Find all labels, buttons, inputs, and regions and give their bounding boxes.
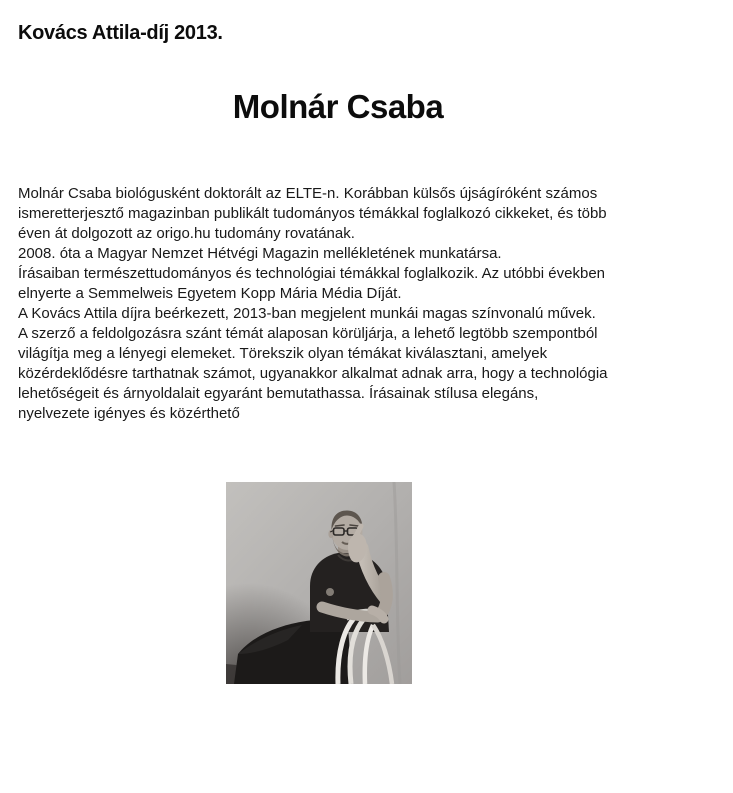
bio-line: Molnár Csaba biológusként doktorált az ELTE-n. Korábban külsős újságíróként számos: [18, 185, 598, 202]
bio-line: 2008. óta a Magyar Nemzet Hétvégi Magazin mellékletének munkatársa.: [18, 245, 502, 262]
award-heading: Kovács Attila-díj 2013.: [18, 22, 223, 44]
bio-paragraph: [18, 184, 730, 424]
bio-line: elnyerte a Semmelweis Egyetem Kopp Mária Média Díját.: [18, 285, 402, 302]
bio-line: A szerző a feldolgozásra szánt témát alaposan körüljárja, a lehető legtöbb szempontból: [18, 325, 598, 342]
bio-line: világítja meg a lényegi elemeket. Törekszik olyan témákat kiválasztani, amelyek: [18, 345, 548, 362]
bio-line: éven át dolgozott az origo.hu tudomány rovatának.: [18, 225, 355, 242]
bio-line: A Kovács Attila díjra beérkezett, 2013-ban megjelent munkái magas színvonalú művek.: [18, 305, 596, 322]
portrait-photo-illustration: [226, 482, 412, 684]
person-name-title: Molnár Csaba: [232, 88, 444, 125]
bio-line: Írásaiban természettudományos és technológiai témákkal foglalkozik. Az utóbbi években: [18, 265, 605, 282]
bio-line: nyelvezete igényes és közérthető: [18, 405, 240, 422]
bio-line: lehetőségeit és árnyoldalait egyaránt bemutathassa. Írásainak stílusa elegáns,: [18, 385, 539, 402]
portrait-photo: [226, 482, 412, 684]
bio-line: ismeretterjesztő magazinban publikált tudományos témákkal foglalkozó cikkeket, és több: [18, 205, 607, 222]
bio-line: közérdeklődésre tarthatnak számot, ugyanakkor alkalmat adnak arra, hogy a technológia: [18, 365, 608, 382]
